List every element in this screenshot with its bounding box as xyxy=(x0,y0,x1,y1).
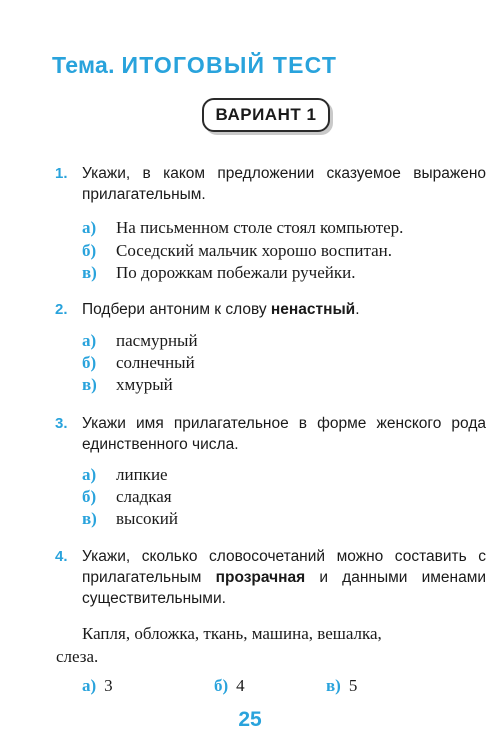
option-letter: в) xyxy=(82,509,97,528)
question-4-number: 4. xyxy=(55,548,68,565)
question-2-keyword: ненастный xyxy=(270,301,356,318)
option-letter: в) xyxy=(82,263,97,282)
option-text: липкие xyxy=(116,465,168,484)
question-4-keyword: прозрачная xyxy=(215,569,306,586)
question-4-words-continued: слеза. xyxy=(56,647,99,666)
variant-label: ВАРИАНТ 1 xyxy=(215,105,317,124)
question-2-text-end: . xyxy=(355,301,360,318)
question-4-text xyxy=(82,546,486,609)
question-3-number: 3. xyxy=(55,415,68,432)
option-letter: б) xyxy=(82,487,97,506)
question-2-option-a[interactable] xyxy=(82,330,198,352)
option-letter: б) xyxy=(82,241,97,260)
option-text: Соседский мальчик хорошо воспитан. xyxy=(116,241,392,260)
option-text: 5 xyxy=(348,676,358,695)
option-text: На письменном столе стоял компьютер. xyxy=(116,218,404,237)
question-3-option-a[interactable] xyxy=(82,464,168,486)
option-text: По дорожкам побежали ручейки. xyxy=(116,263,356,282)
option-text: 3 xyxy=(104,676,113,695)
option-letter: в) xyxy=(82,375,97,394)
option-text: пасмурный xyxy=(116,331,198,350)
option-text: солнечный xyxy=(116,353,195,372)
option-text: хмурый xyxy=(116,375,173,394)
question-1-option-a[interactable] xyxy=(82,217,403,239)
option-letter: в) xyxy=(326,676,341,695)
question-4-text-start: Укажи, сколько словосочетаний можно составить с прилагательным xyxy=(82,548,486,586)
option-text: высокий xyxy=(116,509,178,528)
option-letter: б) xyxy=(214,676,229,695)
page-title xyxy=(52,52,337,79)
page-number: 25 xyxy=(238,708,262,731)
question-2-option-c[interactable] xyxy=(82,374,173,396)
variant-badge xyxy=(202,98,330,132)
question-4-option-c[interactable] xyxy=(326,675,357,697)
question-4-text-end: и данными именами существительными. xyxy=(82,569,487,607)
question-3-option-b[interactable] xyxy=(82,486,172,508)
question-2-number: 2. xyxy=(55,301,68,318)
question-1-option-b[interactable] xyxy=(82,240,392,262)
question-4-option-b[interactable] xyxy=(214,675,245,697)
option-letter: б) xyxy=(82,353,97,372)
question-2-option-b[interactable] xyxy=(82,352,195,374)
question-2-text-start: Подбери антоним к слову xyxy=(82,301,271,318)
question-3-text: Укажи имя прилагательное в форме женского рода единственного числа. xyxy=(82,415,486,453)
option-letter: а) xyxy=(82,676,97,695)
question-1-text: Укажи, в каком предложении сказуемое выражено прилагательным. xyxy=(82,165,486,203)
question-1-number: 1. xyxy=(55,165,68,182)
question-4-option-a[interactable] xyxy=(82,675,113,697)
question-2-text xyxy=(82,299,486,320)
option-letter: а) xyxy=(82,218,97,237)
question-1-option-c[interactable] xyxy=(82,262,355,284)
question-3-option-c[interactable] xyxy=(82,508,178,530)
option-text: сладкая xyxy=(116,487,172,506)
question-4-words: Капля, обложка, ткань, машина, вешалка, xyxy=(82,624,382,643)
topic-prefix: Тема. xyxy=(52,52,115,78)
option-letter: а) xyxy=(82,465,97,484)
option-text: 4 xyxy=(236,676,245,695)
option-letter: а) xyxy=(82,331,97,350)
topic-name: ИТОГОВЫЙ ТЕСТ xyxy=(121,52,338,78)
